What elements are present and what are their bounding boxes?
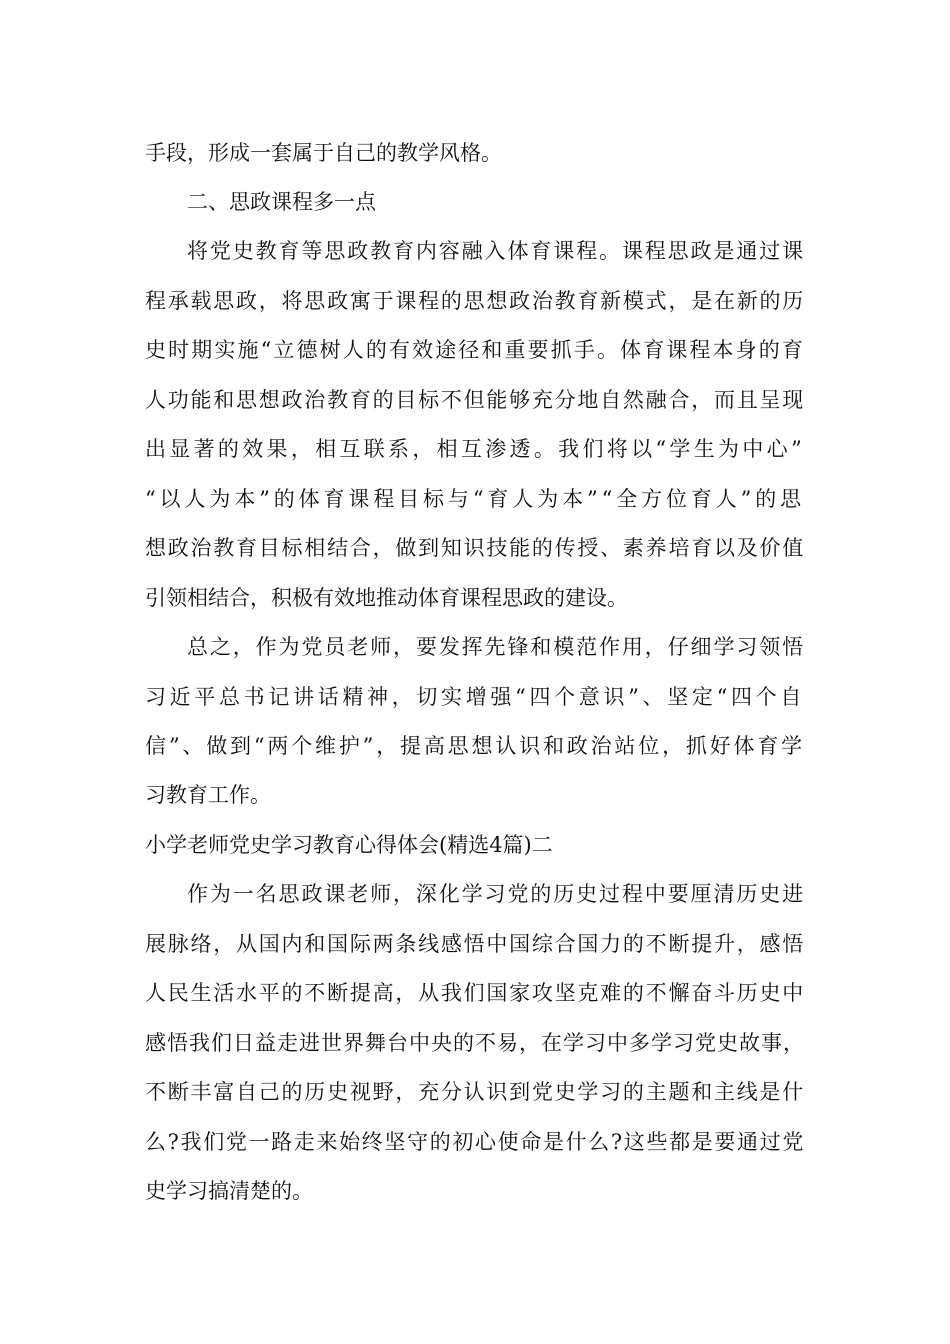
- line-text: 将党史教育等思政教育内容融入体育课程。课程思政是通过课: [187, 239, 805, 263]
- line-text: 总之，作为党员老师，要发挥先锋和模范作用，仔细学习领悟: [187, 635, 805, 659]
- line-text: 人功能和思想政治教育的目标不但能够充分地自然融合，而且呈现: [145, 388, 805, 412]
- paragraph-line: [0, 1067, 950, 1117]
- line-text: 手段，形成一套属于自己的教学风格。: [145, 141, 502, 165]
- line-text: 人民生活水平的不断提高，从我们国家攻坚克难的不懈奋斗历史中: [145, 981, 805, 1005]
- paragraph-line: [0, 226, 950, 276]
- line-text: 信”、做到“两个维护”，提高思想认识和政治站位，抓好体育学: [145, 734, 805, 758]
- line-text: 不断丰富自己的历史视野，充分认识到党史学习的主题和主线是什: [145, 1080, 805, 1104]
- line-text: 出显著的效果，相互联系，相互渗透。我们将以“学生为中心”: [145, 437, 805, 461]
- line-text: 感悟我们日益走进世界舞台中央的不易，在学习中多学习党史故事，: [145, 1031, 805, 1055]
- line-text: 史学习搞清楚的。: [145, 1179, 313, 1203]
- paragraph-line: [0, 1117, 950, 1167]
- line-text: 习近平总书记讲话精神，切实增强“四个意识”、坚定“四个自: [145, 685, 805, 709]
- line-text: 二、思政课程多一点: [187, 190, 376, 214]
- line-text: 习教育工作。: [145, 783, 271, 807]
- line-text: “以人为本”的体育课程目标与“育人为本”“全方位育人”的思: [145, 487, 805, 511]
- line-text: 引领相结合，积极有效地推动体育课程思政的建设。: [145, 586, 628, 610]
- paragraph-line: [0, 869, 950, 919]
- paragraph-line: [0, 573, 950, 623]
- line-text: 程承载思政，将思政寓于课程的思想政治教育新模式，是在新的历: [145, 289, 805, 313]
- paragraph-line: [0, 919, 950, 969]
- line-text: 小学老师党史学习教育心得体会(精选4篇)二: [145, 833, 553, 857]
- paragraph-line: [0, 424, 950, 474]
- line-text: 么?我们党一路走来始终坚守的初心使命是什么?这些都是要通过党: [145, 1130, 805, 1154]
- paragraph-line: [0, 276, 950, 326]
- paragraph-line: [0, 375, 950, 425]
- paragraph-line: [0, 128, 950, 178]
- paragraph-line: [0, 1166, 950, 1216]
- paragraph-line: [0, 672, 950, 722]
- article-title: [0, 820, 950, 870]
- line-text: 展脉络，从国内和国际两条线感悟中国综合国力的不断提升，感悟: [145, 932, 805, 956]
- section-heading: [0, 177, 950, 227]
- line-text: 想政治教育目标相结合，做到知识技能的传授、素养培育以及价值: [145, 536, 805, 560]
- paragraph-line: [0, 474, 950, 524]
- paragraph-line: [0, 1018, 950, 1068]
- paragraph-line: [0, 325, 950, 375]
- paragraph-line: [0, 721, 950, 771]
- line-text: 史时期实施“立德树人的有效途径和重要抓手。体育课程本身的育: [145, 338, 805, 362]
- paragraph-line: [0, 968, 950, 1018]
- paragraph-line: [0, 770, 950, 820]
- line-text: 作为一名思政课老师，深化学习党的历史过程中要厘清历史进: [187, 882, 805, 906]
- paragraph-line: [0, 622, 950, 672]
- paragraph-line: [0, 523, 950, 573]
